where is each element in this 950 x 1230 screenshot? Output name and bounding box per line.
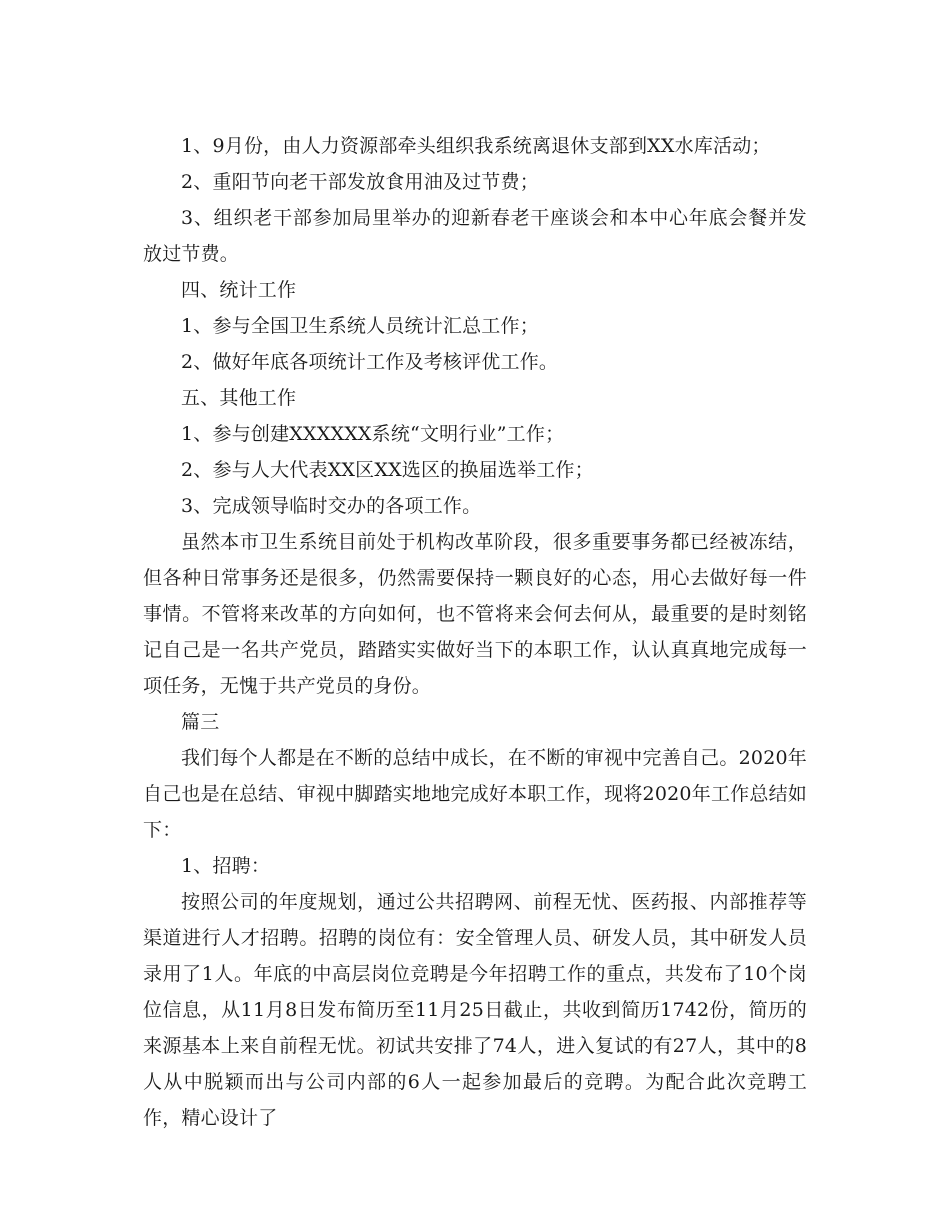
paragraph: 3、完成领导临时交办的各项工作。 [181, 495, 482, 517]
paragraph: 2、重阳节向老干部发放食用油及过节费； [181, 171, 539, 193]
section-heading: 四、统计工作 [181, 279, 297, 301]
paragraph: 1、9月份，由人力资源部牵头组织我系统离退休支部到XX水库活动； [181, 135, 771, 157]
paragraph: 1、参与全国卫生系统人员统计汇总工作； [181, 315, 539, 337]
paragraph: 1、招聘： [181, 855, 271, 877]
paragraph: 2、做好年底各项统计工作及考核评优工作。 [181, 351, 559, 373]
section-heading: 五、其他工作 [181, 387, 297, 409]
section-heading: 篇三 [181, 711, 220, 733]
paragraph: 1、参与创建XXXXXX系统“文明行业”工作； [181, 423, 565, 445]
document-body [143, 128, 807, 1136]
paragraph: 虽然本市卫生系统目前处于机构改革阶段，很多重要事务都已经被冻结，但各种日常事务还是很多，仍然需要保持一颗良好的心态，用心去做好每一件事情。不管将来改革的方向如何，也不管将来会何去何从，最重要的是时刻铭记自己是一名共产党员，踏踏实实做好当下的本职工作，认认真真地完成每一项任务，无愧于共产党员的身份。 [143, 531, 807, 697]
paragraph: 2、参与人大代表XX区XX选区的换届选举工作； [181, 459, 594, 481]
paragraph: 按照公司的年度规划，通过公共招聘网、前程无忧、医药报、内部推荐等渠道进行人才招聘。招聘的岗位有：安全管理人员、研发人员，其中研发人员录用了1人。年底的中高层岗位竞聘是今年招聘工作的重点，共发布了10个岗位信息，从11月8日发布简历至11月25日截止，共收到简历1742份，简历的来源基本上来自前程无忧。初试共安排了74人，进入复试的有27人，其中的8人从中脱颖而出与公司内部的6人一起参加最后的竞聘。为配合此次竞聘工作，精心设计了 [143, 891, 807, 1129]
paragraph: 3、组织老干部参加局里举办的迎新春老干座谈会和本中心年底会餐并发放过节费。 [143, 207, 807, 265]
paragraph: 我们每个人都是在不断的总结中成长，在不断的审视中完善自己。2020年自己也是在总结、审视中脚踏实地地完成好本职工作，现将2020年工作总结如下： [143, 747, 807, 841]
